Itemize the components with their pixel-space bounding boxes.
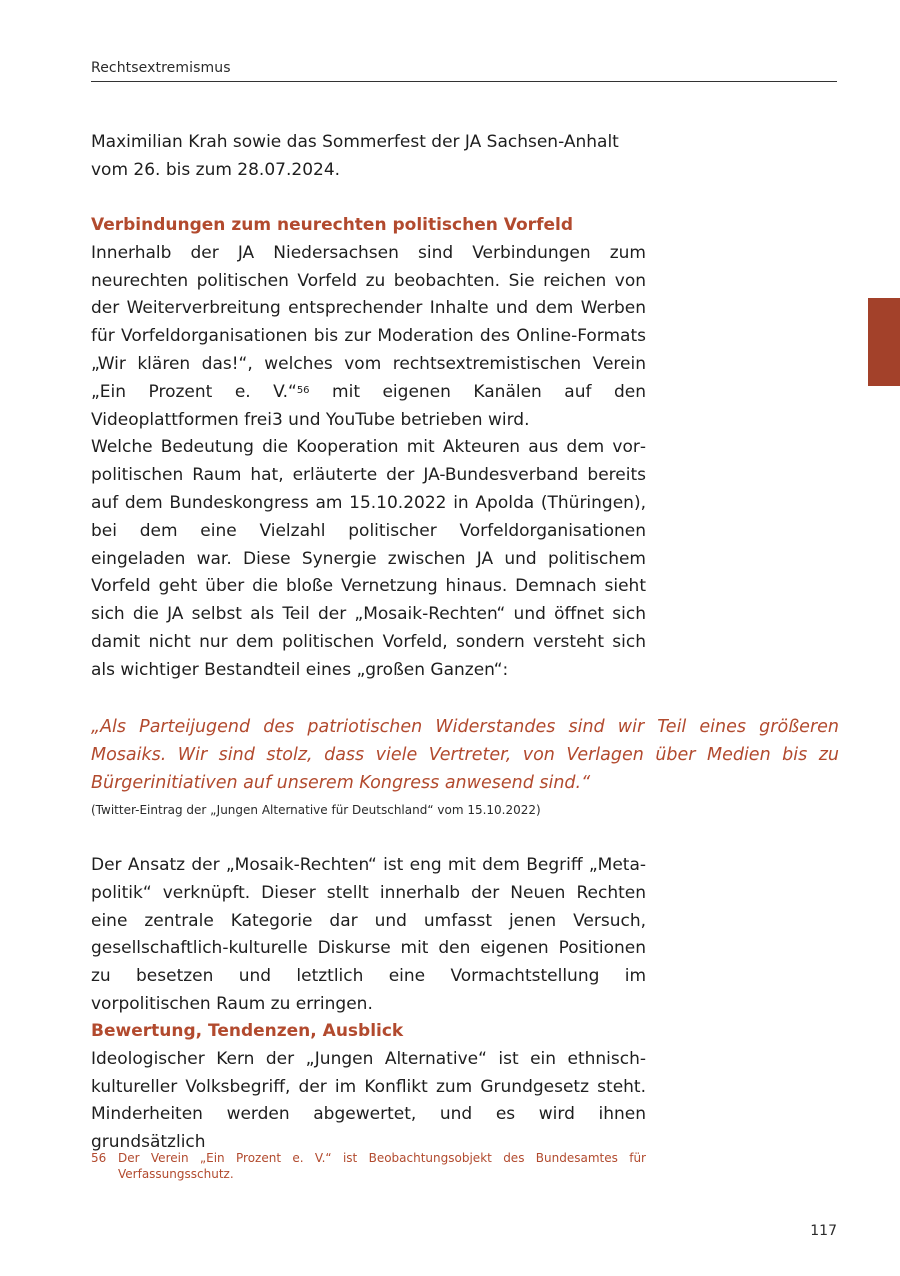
- section-bewertung: [91, 1018, 646, 1157]
- paragraph-metapolitik: [91, 852, 646, 1019]
- section-heading: Verbindungen zum neurechten politischen Vorfeld: [91, 215, 573, 235]
- paragraph-text: mit eigenen Kanälen auf den Videoplattformen frei3 und YouTube betrieben wird.: [91, 381, 646, 430]
- chapter-tab-marker: [868, 298, 900, 386]
- running-title: Rechtsextremismus: [91, 59, 837, 82]
- quote-source: (Twitter-Eintrag der „Jungen Alternative für Deutschland“ vom 15.10.2022): [91, 803, 541, 817]
- block-quote: „Als Parteijugend des patriotischen Widerstandes sind wir Teil eines größeren Mosaiks. Wir sind stolz, dass viele Vertreter, von Verlagen über Medien bis zu Bürgerinitiativen auf unserem Kongress anwesend sind.“: [91, 717, 839, 793]
- footnote: [91, 1150, 646, 1182]
- page-number: 117: [810, 1223, 837, 1239]
- footnote-reference[interactable]: 56: [296, 384, 310, 396]
- paragraph-text: Der Ansatz der „Mosaik-Rechten“ ist eng mit dem Begriff „Metapolitik“ verknüpft. Dieser stellt innerhalb der Neuen Rechten eine zentrale Kategorie dar und umfasst jenen Versuch, gesellschaftlich-kulturelle Diskurse mit den eigenen Positionen zu besetzen und letztlich eine Vormachtstellung im vorpolitischen Raum zu erringen.: [91, 855, 646, 1014]
- paragraph-text: Maximilian Krah sowie das Sommerfest der JA Sachsen-Anhalt vom 26. bis zum 28.07.2024.: [91, 132, 619, 180]
- paragraph-kooperation: Welche Bedeutung die Kooperation mit Akteuren aus dem vorpolitischen Raum hat, erläuterte der JA-Bundesverband bereits auf dem Bundeskongress am 15.10.2022 in Apolda (Thüringen), bei dem eine Vielzahl politischer Vorfeldorganisationen eingeladen war. Diese Synergie zwischen JA und politischem Vorfeld geht über die bloße Vernetzung hinaus. Demnach sieht sich die JA selbst als Teil der „Mosaik-Rechten“ und öffnet sich damit nicht nur dem politischen Vorfeld, sondern versteht sich als wichtiger Bestandteil eines „großen Ganzen“:: [91, 437, 646, 680]
- paragraph-text: Ideologischer Kern der „Jungen Alternative“ ist ein ethnisch-kultureller Volksbegriff, der im Konflikt zum Grundgesetz steht. Minderheiten werden abgewertet, und es wird ihnen grundsätzlich: [91, 1048, 646, 1153]
- paragraph-text: Innerhalb der JA Niedersachsen sind Verbindungen zum neurechten politischen Vorfeld zu beobachten. Sie reichen von der Weiterverbreitung entsprechender Inhalte und dem Werben für Vorfeldorganisationen bis zur Moderation des Online-Formats „Wir klären das!“, welches vom rechtsextremistischen Verein „Ein Prozent e. V.“: [91, 242, 646, 402]
- paragraph-intro: [91, 129, 646, 185]
- footnote-number: 56: [91, 1151, 107, 1165]
- section-verbindungen: [91, 212, 646, 685]
- paragraph-vorfeld: [91, 240, 646, 435]
- footnote-text: Der Verein „Ein Prozent e. V.“ ist Beobachtungsobjekt des Bundesamtes für Verfassungsschutz.: [118, 1151, 646, 1181]
- section-heading: Bewertung, Tendenzen, Ausblick: [91, 1021, 404, 1041]
